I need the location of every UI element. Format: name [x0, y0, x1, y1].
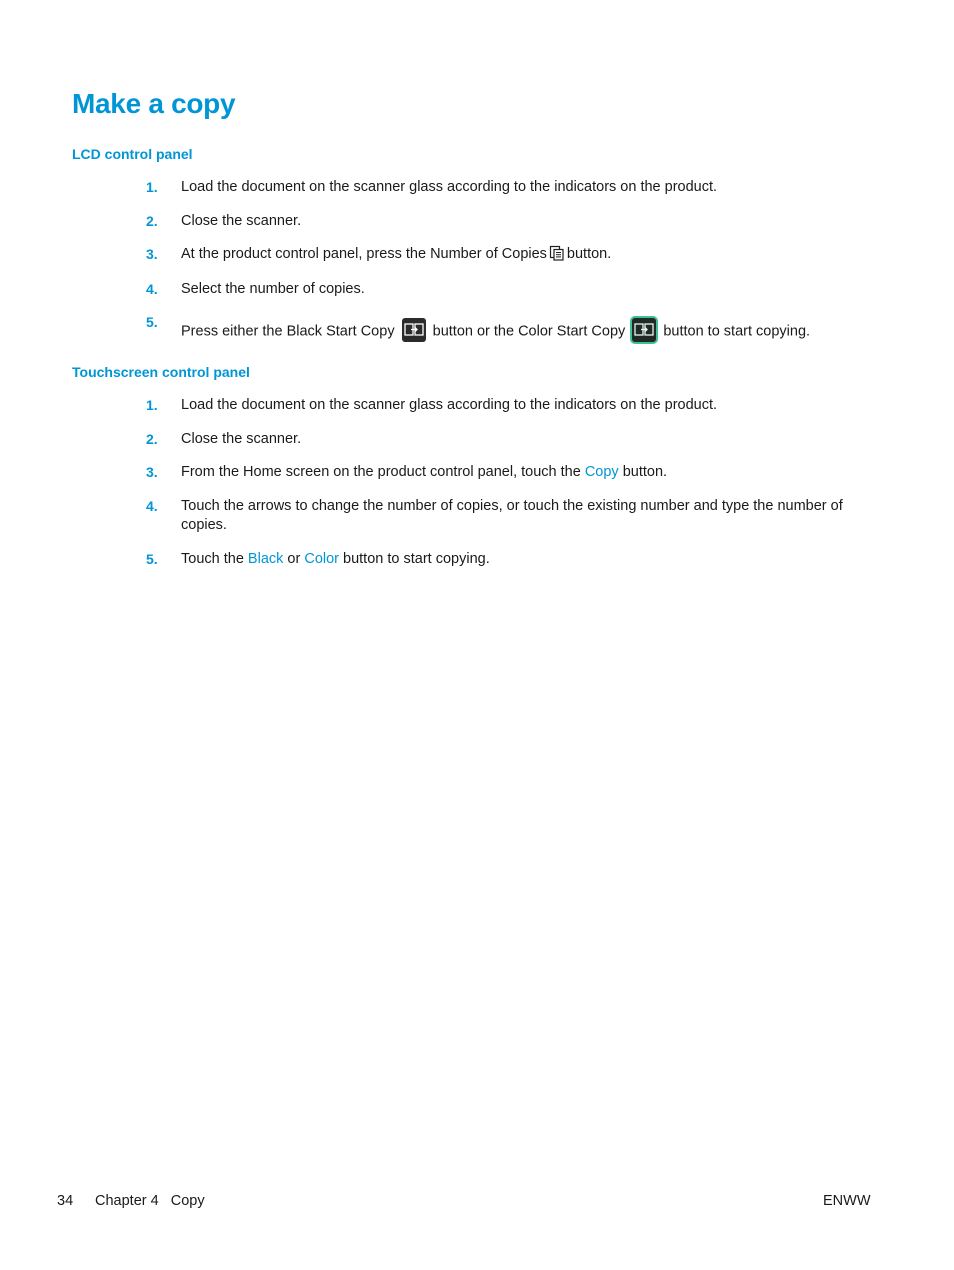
copies-icon	[549, 245, 565, 261]
section-heading-touchscreen: Touchscreen control panel	[72, 364, 250, 380]
step-text-part1: Press either the Black Start Copy	[181, 323, 395, 340]
step-text-mid: or	[283, 551, 305, 567]
step-text: Select the number of copies.	[181, 281, 365, 297]
step-text	[181, 550, 871, 569]
step-text-before: At the product control panel, press the Number of Copies	[181, 246, 547, 262]
step-number: 2.	[146, 431, 158, 447]
black-button-reference: Black	[247, 551, 284, 567]
footer-edition: ENWW	[823, 1193, 871, 1209]
section-heading-lcd: LCD control panel	[72, 146, 193, 162]
step-text: Close the scanner.	[181, 213, 302, 229]
step-number: 5.	[146, 551, 158, 567]
step-text: Close the scanner.	[181, 431, 302, 447]
step-text: Touch the arrows to change the number of copies, or touch the existing number and type the number of copies.	[181, 498, 843, 533]
copy-button-reference: Copy	[584, 464, 619, 480]
step-text	[181, 245, 871, 264]
step-text-after: button.	[566, 246, 612, 262]
step-text-part2: button or the Color Start Copy	[432, 323, 626, 340]
page-title: Make a copy	[72, 88, 236, 119]
step-text	[181, 463, 871, 482]
color-start-copy-icon	[632, 318, 656, 342]
step-number: 3.	[146, 464, 158, 480]
step-number: 2.	[146, 213, 158, 229]
step-number: 4.	[146, 281, 158, 297]
black-start-copy-icon	[402, 318, 426, 342]
step-text	[181, 318, 871, 345]
step-text-before: From the Home screen on the product control panel, touch the	[181, 464, 585, 480]
step-text-part3: button to start copying.	[663, 323, 811, 340]
step-number: 3.	[146, 246, 158, 262]
color-button-reference: Color	[304, 551, 339, 567]
step-text-after: button to start copying.	[339, 551, 490, 567]
footer-page-number: 34	[57, 1193, 74, 1209]
step-text-before: Touch the	[181, 551, 248, 567]
step-text: Load the document on the scanner glass according to the indicators on the product.	[181, 397, 718, 413]
step-number: 1.	[146, 179, 158, 195]
step-number: 4.	[146, 498, 158, 514]
step-text: Load the document on the scanner glass according to the indicators on the product.	[181, 179, 718, 195]
step-text-after: button.	[618, 464, 668, 480]
step-number: 1.	[146, 397, 158, 413]
step-number: 5.	[146, 314, 158, 330]
footer-chapter: Chapter 4 Copy	[95, 1193, 205, 1209]
